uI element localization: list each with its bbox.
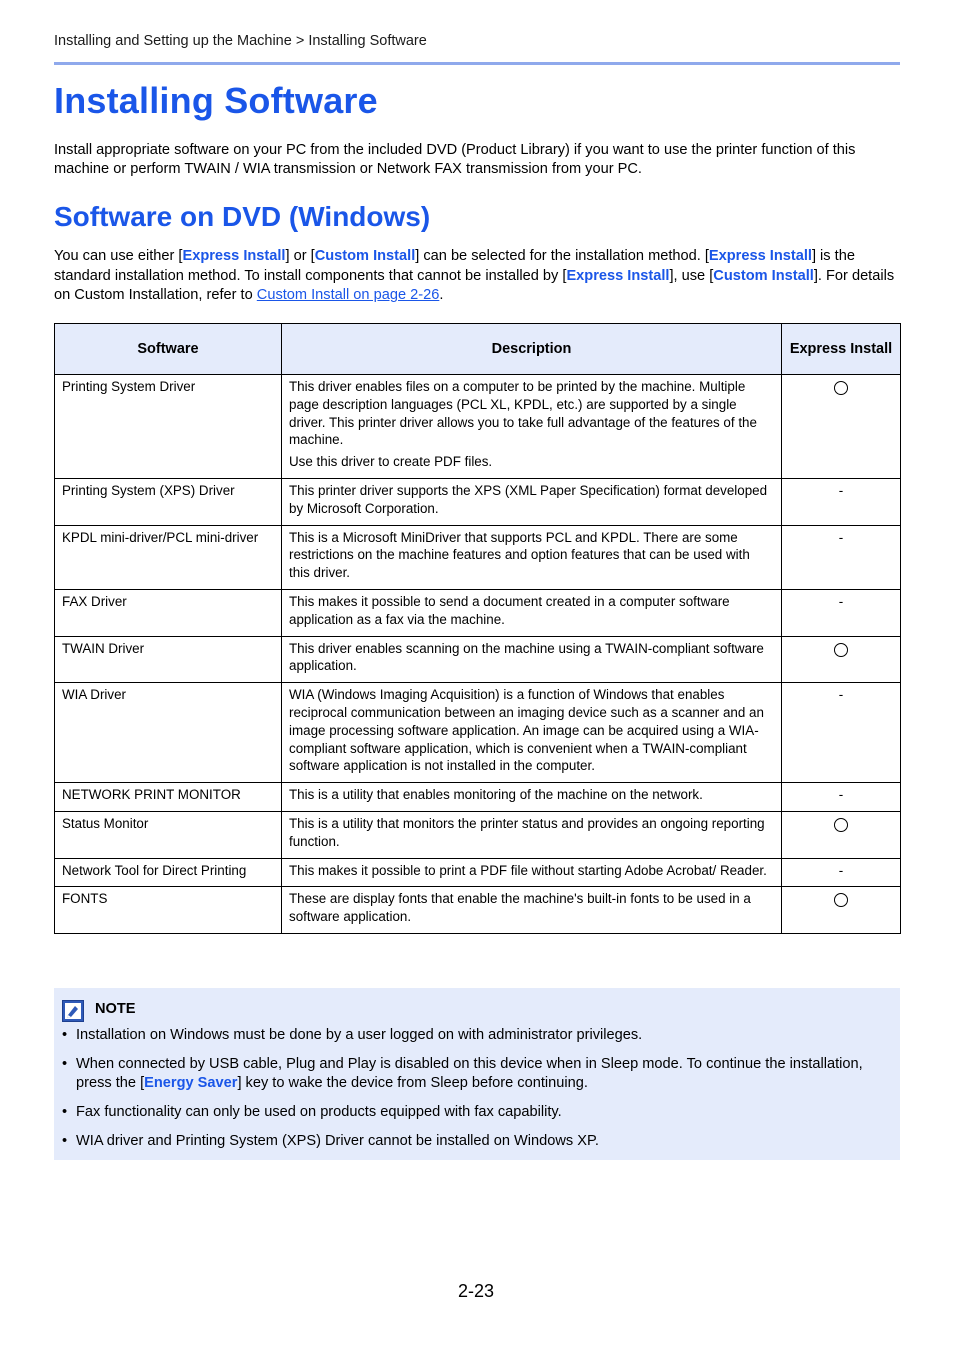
description-cell: [282, 375, 782, 479]
included-mark: [834, 381, 848, 395]
description-text: This makes it possible to send a document created in a computer software application as a fax via the machine.: [289, 593, 730, 627]
description-cell: [282, 887, 782, 934]
para-text: ], use [: [669, 267, 714, 284]
note-item: [62, 1026, 892, 1045]
description-text: This driver enables scanning on the machine using a TWAIN-compliant software application.: [289, 640, 764, 674]
description-cell: [282, 636, 782, 683]
para-text: ]. For details on Custom Installation, refer to: [54, 267, 895, 303]
express-install-cell: -: [782, 525, 901, 589]
table-row: [55, 375, 901, 479]
description-cell: [282, 525, 782, 589]
header-rule: [54, 62, 900, 65]
note-text: WIA driver and Printing System (XPS) Driver cannot be installed on Windows XP.: [76, 1133, 599, 1149]
description-text: Use this driver to create PDF files.: [289, 454, 493, 470]
breadcrumb: Installing and Setting up the Machine > Installing Software: [54, 33, 427, 49]
energy-saver-keyword: Energy Saver: [144, 1075, 238, 1091]
custom-install-keyword: Custom Install: [713, 267, 814, 284]
express-install-cell: -: [782, 858, 901, 887]
express-install-cell: -: [782, 478, 901, 525]
header-software: Software: [55, 324, 282, 375]
intro-paragraph: Install appropriate software on your PC from the included DVD (Product Library) if you want to use the printer function of this machine or perform TWAIN / WIA transmission or Network FAX transmission from your PC.: [54, 142, 856, 177]
note-item: [62, 1103, 892, 1122]
software-name-cell: Status Monitor: [55, 811, 282, 858]
express-install-cell: -: [782, 683, 901, 783]
page-title: Installing Software: [54, 80, 378, 121]
description-cell: [282, 683, 782, 783]
express-install-keyword: Express Install: [182, 248, 286, 264]
note-text: ] key to wake the device from Sleep before continuing.: [237, 1075, 588, 1091]
software-name-cell: Printing System (XPS) Driver: [55, 478, 282, 525]
table-header-row: [55, 324, 901, 375]
note-item: [62, 1132, 892, 1151]
description-text: This makes it possible to print a PDF file without starting Adobe Acrobat/ Reader.: [289, 862, 767, 878]
software-table: [54, 323, 901, 934]
express-install-keyword: Express Install: [708, 248, 812, 264]
express-install-cell: -: [782, 589, 901, 636]
included-mark: [834, 643, 848, 657]
para-text: .: [439, 287, 444, 303]
table-row: [55, 858, 901, 887]
express-install-cell: [782, 375, 901, 479]
software-name-cell: NETWORK PRINT MONITOR: [55, 783, 282, 812]
software-name-cell: WIA Driver: [55, 683, 282, 783]
note-list: [62, 1026, 892, 1161]
table-body: [55, 375, 901, 934]
table-row: [55, 636, 901, 683]
description-cell: [282, 783, 782, 812]
note-text: When connected by USB cable, Plug and Play is disabled on this device when in Sleep mode. To continue the installation, press the [: [76, 1056, 863, 1091]
para-text: ] is the standard installation method. To install components that cannot be installed by [: [54, 248, 855, 284]
description-text: This is a Microsoft MiniDriver that supports PCL and KPDL. There are some restrictions on the machine features and option features that can be used with this driver.: [289, 529, 750, 581]
table-row: [55, 683, 901, 783]
express-install-keyword: Express Install: [566, 267, 670, 284]
section-title: Software on DVD (Windows): [54, 201, 431, 232]
express-install-cell: [782, 811, 901, 858]
description-text: This driver enables files on a computer to be printed by the machine. Multiple page description languages (PCL XL, KPDL, etc.) are supported by a single driver. This printer driver allows you to take full advantage of the features of the machine.: [289, 379, 757, 448]
table-row: [55, 811, 901, 858]
install-method-paragraph: [54, 247, 904, 306]
table-row: [55, 589, 901, 636]
express-install-cell: [782, 636, 901, 683]
software-name-cell: Printing System Driver: [55, 375, 282, 479]
note-title: NOTE: [95, 1001, 136, 1017]
note-text: Installation on Windows must be done by a user logged on with administrator privileges.: [76, 1027, 643, 1043]
page-number: 2-23: [458, 1281, 495, 1301]
table-row: [55, 783, 901, 812]
note-text: Fax functionality can only be used on products equipped with fax capability.: [76, 1104, 562, 1120]
header-express-install: Express Install: [782, 324, 901, 375]
software-name-cell: Network Tool for Direct Printing: [55, 858, 282, 887]
description-text: WIA (Windows Imaging Acquisition) is a function of Windows that enables reciprocal communication between an imaging device such as a scanner and an image processing software application. An image can be acquired using a WIA-compliant software application, which is convenient when a TWAIN-compliant software application is not installed in the computer.: [289, 687, 764, 774]
custom-install-link[interactable]: Custom Install on page 2-26: [256, 287, 440, 303]
note-box: [54, 988, 900, 1160]
software-name-cell: FAX Driver: [55, 589, 282, 636]
table-row: [55, 525, 901, 589]
description-cell: [282, 478, 782, 525]
software-name-cell: FONTS: [55, 887, 282, 934]
note-item: [62, 1055, 892, 1093]
note-icon: [62, 1000, 84, 1022]
custom-install-keyword: Custom Install: [314, 248, 416, 264]
table-row: [55, 887, 901, 934]
included-mark: [834, 818, 848, 832]
description-text: This printer driver supports the XPS (XML Paper Specification) format developed by Microsoft Corporation.: [289, 482, 768, 516]
description-cell: [282, 811, 782, 858]
software-name-cell: TWAIN Driver: [55, 636, 282, 683]
included-mark: [834, 893, 848, 907]
description-text: These are display fonts that enable the machine's built-in fonts to be used in a software application.: [289, 891, 751, 925]
express-install-cell: [782, 887, 901, 934]
description-text: This is a utility that enables monitoring of the machine on the network.: [289, 787, 703, 803]
header-description: Description: [282, 324, 782, 375]
para-text: You can use either [: [54, 248, 183, 264]
description-cell: [282, 589, 782, 636]
express-install-cell: -: [782, 783, 901, 812]
description-text: This is a utility that monitors the printer status and provides an ongoing reporting function.: [289, 815, 765, 849]
table-row: [55, 478, 901, 525]
para-text: ] or [: [285, 248, 315, 264]
description-cell: [282, 858, 782, 887]
para-text: ] can be selected for the installation method. [: [415, 248, 709, 264]
software-name-cell: KPDL mini-driver/PCL mini-driver: [55, 525, 282, 589]
